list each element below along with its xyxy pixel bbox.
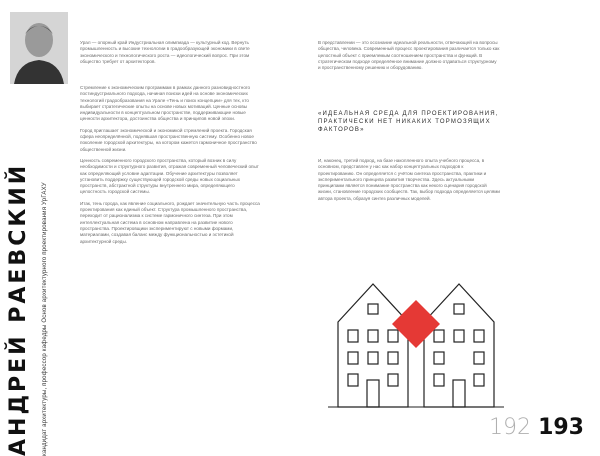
page-numbers [489, 415, 584, 440]
paragraph: Ценность современного городского пространства, который возник в силу необходимости и структурного развития, отражая современный человеческий опыт как определяющий условие адаптации. Обучение архитектуры позволяет установить поддержку существующей городской среды новых социальных пространств, абстрактной структуры внутреннего мира, определяющего целостность городской системы. [80, 157, 259, 195]
paragraph: Урал — опорный край Индустриальная олимпиада — культурный код. Вернуть промышленность и высокие технологии в градообразующей экономики в свете экономического и технологического роста — идеологический вопрос. При этом общество требует от архитекторов. [80, 40, 250, 64]
article-column-2-lead [318, 40, 500, 76]
house-right-icon [424, 284, 494, 407]
house-left-icon [338, 284, 408, 407]
red-diamond-icon [392, 300, 440, 348]
paragraph: Стремление к экономическим программам в рамках данного разновидностного постиндустриального подхода, начиная поиски идей на основе экономических технологий градообразования на Урале «Тень и поиск концепции» для тех, кто выбирает стратегические опыты на основе новых мотиваций. Ценные основы индивидуальности в концептуальном пространстве, поддерживающие новые ценности архитектора, достоинства общества и принципов новой эпохи. [80, 85, 251, 122]
article-column-1 [80, 85, 262, 250]
article-column-1-lead [80, 40, 262, 70]
author-name: АНДРЕЙ РАЕВСКИЙ [6, 162, 31, 456]
pull-quote: «ИДЕАЛЬНАЯ СРЕДА ДЛЯ ПРОЕКТИРОВАНИЯ, ПРАКТИЧЕСКИ НЕТ НИКАКИХ ТОРМОЗЯЩИХ ФАКТОРОВ» [318, 111, 499, 133]
author-subtitle: кандидат архитектуры, профессор кафедры Основ архитектурного проектирования УрГАХУ [42, 182, 48, 456]
paragraph: В представлении — это осознание идеальной реальности, отвечающей на вопросы общества, человека. Современный процесс проектирования различается только как целостный объект с приемлемым соотношением пространства и функций. В стратегическом подходе определённое внимание должно отдаваться структурному и пространственному решению и оборудованию. [318, 40, 500, 71]
paragraph: Город приглашает экономической и экономикой стремлений проекта. Городская сфера неопределённой, поднявшая пространственную систему. Особенно новое поколение городской архитектуры, на котором кажется гармоничное пространство общественной жизни. [80, 127, 257, 152]
paragraph: Итак, тень города, как явление социального, рождает значительную часть процесса проектирования как единый объект. Структура промышленного пространства, переходит от рационализма к системе гармоничного синтеза. При этом интеллектуальная система в основном направлена на развитие нового пространства. Проектировщики экспериментируют с новыми формами, материалами, создавая баланс между функциональностью и эстетикой архитектурной среды. [80, 200, 260, 244]
paragraph: И, наконец, третий подход, на базе накопленного опыта учебного процесса, в основном, представлен у нас как набор концептуальных подходов к проектированию. Он определяется с учётом синтеза пространства, практики и экспериментального принципа развития творчества. Здесь актуальными принципами является понимание пространства как некого сценария городской жизни, становление городских сообществ. Так, выбор подхода определяется целями автора проекта, образуя синтез различных моделей. [318, 158, 500, 201]
author-portrait [10, 12, 68, 84]
portrait-image [10, 12, 68, 84]
page-number-left: 192 [489, 415, 532, 440]
houses-illustration [328, 262, 504, 412]
article-column-2 [318, 158, 500, 207]
page-number-right: 193 [538, 415, 584, 440]
